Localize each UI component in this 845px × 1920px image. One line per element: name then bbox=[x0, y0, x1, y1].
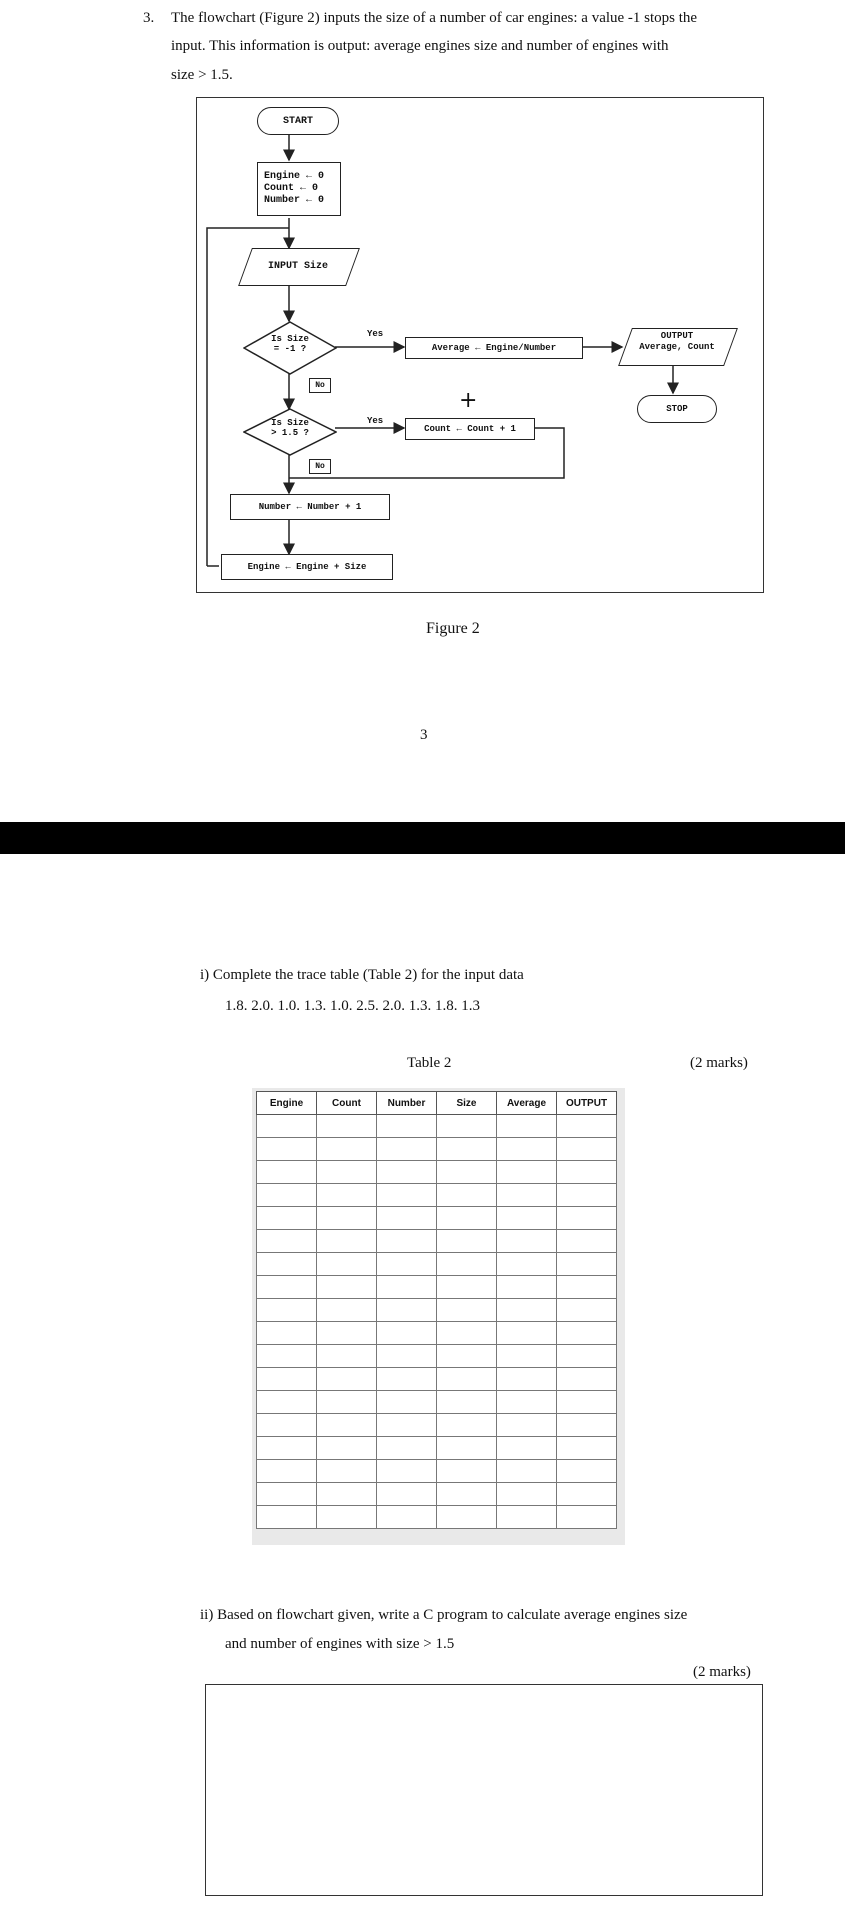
decision1-yes-label: Yes bbox=[367, 329, 384, 339]
table-cell[interactable] bbox=[317, 1322, 377, 1345]
table-cell[interactable] bbox=[317, 1230, 377, 1253]
question-line-2: input. This information is output: average engines size and number of engines with bbox=[171, 38, 669, 54]
trace-table-container bbox=[252, 1088, 625, 1545]
table-cell[interactable] bbox=[437, 1161, 497, 1184]
table-cell[interactable] bbox=[377, 1299, 437, 1322]
table-cell[interactable] bbox=[377, 1460, 437, 1483]
start-label: START bbox=[282, 115, 313, 127]
table-cell[interactable] bbox=[257, 1437, 317, 1460]
col-number: Number bbox=[377, 1092, 437, 1115]
table-cell[interactable] bbox=[497, 1161, 557, 1184]
decision2-line2: > 1.5 ? bbox=[271, 428, 309, 438]
decision2-line1: Is Size bbox=[271, 418, 309, 428]
table-row bbox=[257, 1460, 617, 1483]
table-cell[interactable] bbox=[437, 1253, 497, 1276]
table-cell[interactable] bbox=[497, 1230, 557, 1253]
decision2-yes-label: Yes bbox=[367, 416, 384, 426]
table-cell[interactable] bbox=[497, 1184, 557, 1207]
decision2-text bbox=[243, 418, 337, 438]
table-cell[interactable] bbox=[437, 1322, 497, 1345]
table-cell[interactable] bbox=[377, 1322, 437, 1345]
init-process-box bbox=[257, 162, 341, 216]
table-cell[interactable] bbox=[257, 1161, 317, 1184]
table-cell[interactable] bbox=[497, 1483, 557, 1506]
part-i-input-data: 1.8. 2.0. 1.0. 1.3. 1.0. 2.5. 2.0. 1.3. 1.8. 1.3 bbox=[225, 998, 480, 1014]
table-cell[interactable] bbox=[437, 1414, 497, 1437]
table-cell[interactable] bbox=[377, 1506, 437, 1529]
table-row bbox=[257, 1437, 617, 1460]
table-cell[interactable] bbox=[257, 1299, 317, 1322]
table-cell[interactable] bbox=[497, 1138, 557, 1161]
table-cell[interactable] bbox=[437, 1368, 497, 1391]
table-cell[interactable] bbox=[257, 1506, 317, 1529]
table-cell[interactable] bbox=[257, 1184, 317, 1207]
table-row bbox=[257, 1414, 617, 1437]
table-cell[interactable] bbox=[257, 1460, 317, 1483]
table-cell[interactable] bbox=[557, 1414, 617, 1437]
table-cell[interactable] bbox=[557, 1299, 617, 1322]
decision1-no-label: No bbox=[309, 378, 331, 393]
table-cell[interactable] bbox=[497, 1506, 557, 1529]
output-line2: Average, Count bbox=[639, 342, 715, 352]
table-cell[interactable] bbox=[377, 1230, 437, 1253]
number-process-box: Number ← Number + 1 bbox=[230, 494, 390, 520]
table-cell[interactable] bbox=[557, 1391, 617, 1414]
table-cell[interactable] bbox=[377, 1345, 437, 1368]
table-row bbox=[257, 1345, 617, 1368]
table-cell[interactable] bbox=[377, 1391, 437, 1414]
start-terminal bbox=[257, 107, 339, 135]
table-cell[interactable] bbox=[497, 1414, 557, 1437]
table-row bbox=[257, 1368, 617, 1391]
question-line-1: The flowchart (Figure 2) inputs the size of a number of car engines: a value -1 stops the bbox=[171, 10, 698, 26]
table-cell[interactable] bbox=[557, 1460, 617, 1483]
part-ii-marks: (2 marks) bbox=[693, 1664, 751, 1680]
table-row bbox=[257, 1161, 617, 1184]
table-row bbox=[257, 1115, 617, 1138]
table-row bbox=[257, 1253, 617, 1276]
count-process-box: Count ← Count + 1 bbox=[405, 418, 535, 440]
table-row bbox=[257, 1506, 617, 1529]
table-cell[interactable] bbox=[317, 1414, 377, 1437]
plus-mark: + bbox=[459, 388, 478, 413]
table-cell[interactable] bbox=[437, 1345, 497, 1368]
table-cell[interactable] bbox=[317, 1483, 377, 1506]
page-divider-band bbox=[0, 822, 845, 854]
table-cell[interactable] bbox=[377, 1138, 437, 1161]
table-cell[interactable] bbox=[557, 1115, 617, 1138]
table-cell[interactable] bbox=[377, 1115, 437, 1138]
question-number: 3. bbox=[143, 10, 155, 26]
table-cell[interactable] bbox=[557, 1230, 617, 1253]
trace-table bbox=[256, 1091, 617, 1529]
table-cell[interactable] bbox=[377, 1414, 437, 1437]
table-cell[interactable] bbox=[377, 1207, 437, 1230]
answer-box[interactable] bbox=[205, 1684, 763, 1896]
table-cell[interactable] bbox=[437, 1391, 497, 1414]
table-cell[interactable] bbox=[437, 1483, 497, 1506]
table-cell[interactable] bbox=[257, 1368, 317, 1391]
table-row bbox=[257, 1483, 617, 1506]
table-row bbox=[257, 1322, 617, 1345]
table-cell[interactable] bbox=[257, 1207, 317, 1230]
table-caption: Table 2 bbox=[407, 1055, 452, 1071]
table-cell[interactable] bbox=[257, 1115, 317, 1138]
table-cell[interactable] bbox=[557, 1253, 617, 1276]
table-cell[interactable] bbox=[557, 1506, 617, 1529]
table-cell[interactable] bbox=[377, 1437, 437, 1460]
table-cell[interactable] bbox=[497, 1391, 557, 1414]
decision1-text bbox=[243, 334, 337, 354]
table-row bbox=[257, 1138, 617, 1161]
table-cell[interactable] bbox=[497, 1460, 557, 1483]
table-cell[interactable] bbox=[377, 1184, 437, 1207]
table-cell[interactable] bbox=[437, 1138, 497, 1161]
table-cell[interactable] bbox=[377, 1253, 437, 1276]
decision2-no-label: No bbox=[309, 459, 331, 474]
trace-table-header-row bbox=[257, 1092, 617, 1115]
table-cell[interactable] bbox=[257, 1345, 317, 1368]
table-cell[interactable] bbox=[437, 1299, 497, 1322]
table-cell[interactable] bbox=[377, 1483, 437, 1506]
question-line-3: size > 1.5. bbox=[171, 67, 233, 83]
table-cell[interactable] bbox=[497, 1276, 557, 1299]
table-cell[interactable] bbox=[437, 1460, 497, 1483]
init-engine: Engine ← 0 bbox=[264, 171, 325, 182]
table-cell[interactable] bbox=[557, 1483, 617, 1506]
table-cell[interactable] bbox=[377, 1276, 437, 1299]
col-engine: Engine bbox=[257, 1092, 317, 1115]
table-cell[interactable] bbox=[557, 1207, 617, 1230]
table-cell[interactable] bbox=[257, 1276, 317, 1299]
part-ii-line2: and number of engines with size > 1.5 bbox=[225, 1636, 455, 1652]
table-cell[interactable] bbox=[437, 1184, 497, 1207]
stop-terminal: STOP bbox=[637, 395, 717, 423]
table-cell[interactable] bbox=[317, 1299, 377, 1322]
table-cell[interactable] bbox=[437, 1230, 497, 1253]
col-size: Size bbox=[437, 1092, 497, 1115]
table-cell[interactable] bbox=[317, 1437, 377, 1460]
input-label: INPUT Size bbox=[267, 260, 328, 272]
table-cell[interactable] bbox=[257, 1322, 317, 1345]
part-i-marks: (2 marks) bbox=[690, 1055, 748, 1071]
table-cell[interactable] bbox=[317, 1184, 377, 1207]
table-cell[interactable] bbox=[557, 1161, 617, 1184]
table-cell[interactable] bbox=[497, 1207, 557, 1230]
figure-caption: Figure 2 bbox=[426, 620, 480, 637]
table-cell[interactable] bbox=[317, 1368, 377, 1391]
output-text bbox=[625, 331, 729, 353]
table-cell[interactable] bbox=[317, 1506, 377, 1529]
table-cell[interactable] bbox=[557, 1322, 617, 1345]
table-cell[interactable] bbox=[257, 1483, 317, 1506]
table-cell[interactable] bbox=[437, 1276, 497, 1299]
decision1-line1: Is Size bbox=[271, 334, 309, 344]
table-cell[interactable] bbox=[557, 1368, 617, 1391]
output-line1: OUTPUT bbox=[660, 331, 694, 341]
table-cell[interactable] bbox=[317, 1253, 377, 1276]
table-cell[interactable] bbox=[317, 1391, 377, 1414]
table-cell[interactable] bbox=[557, 1437, 617, 1460]
table-cell[interactable] bbox=[317, 1345, 377, 1368]
table-cell[interactable] bbox=[317, 1460, 377, 1483]
table-cell[interactable] bbox=[317, 1207, 377, 1230]
table-cell[interactable] bbox=[317, 1161, 377, 1184]
table-cell[interactable] bbox=[557, 1276, 617, 1299]
table-cell[interactable] bbox=[317, 1115, 377, 1138]
table-cell[interactable] bbox=[497, 1253, 557, 1276]
table-cell[interactable] bbox=[497, 1345, 557, 1368]
table-row bbox=[257, 1207, 617, 1230]
table-cell[interactable] bbox=[257, 1414, 317, 1437]
table-cell[interactable] bbox=[497, 1299, 557, 1322]
init-number: Number ← 0 bbox=[264, 195, 325, 206]
col-output: OUTPUT bbox=[557, 1092, 617, 1115]
col-average: Average bbox=[497, 1092, 557, 1115]
engine-process-box: Engine ← Engine + Size bbox=[221, 554, 393, 580]
table-cell[interactable] bbox=[317, 1276, 377, 1299]
table-cell[interactable] bbox=[497, 1437, 557, 1460]
part-ii-line1: ii) Based on flowchart given, write a C program to calculate average engines size bbox=[200, 1607, 688, 1623]
table-cell[interactable] bbox=[257, 1138, 317, 1161]
table-row bbox=[257, 1391, 617, 1414]
page-number: 3 bbox=[420, 727, 428, 743]
decision1-line2: = -1 ? bbox=[273, 344, 307, 354]
table-cell[interactable] bbox=[557, 1184, 617, 1207]
table-row bbox=[257, 1299, 617, 1322]
init-count: Count ← 0 bbox=[264, 183, 319, 194]
table-cell[interactable] bbox=[497, 1368, 557, 1391]
average-process-box: Average ← Engine/Number bbox=[405, 337, 583, 359]
table-cell[interactable] bbox=[437, 1207, 497, 1230]
table-cell[interactable] bbox=[257, 1230, 317, 1253]
table-row bbox=[257, 1230, 617, 1253]
table-cell[interactable] bbox=[317, 1138, 377, 1161]
table-cell[interactable] bbox=[497, 1322, 557, 1345]
table-cell[interactable] bbox=[437, 1437, 497, 1460]
table-cell[interactable] bbox=[257, 1391, 317, 1414]
col-count: Count bbox=[317, 1092, 377, 1115]
part-i-label: i) Complete the trace table (Table 2) for the input data bbox=[200, 967, 524, 983]
table-row bbox=[257, 1276, 617, 1299]
flowchart-figure bbox=[196, 97, 764, 593]
table-cell[interactable] bbox=[557, 1345, 617, 1368]
table-cell[interactable] bbox=[497, 1115, 557, 1138]
table-cell[interactable] bbox=[257, 1253, 317, 1276]
table-cell[interactable] bbox=[437, 1506, 497, 1529]
table-cell[interactable] bbox=[437, 1115, 497, 1138]
table-cell[interactable] bbox=[557, 1138, 617, 1161]
table-cell[interactable] bbox=[377, 1161, 437, 1184]
table-cell[interactable] bbox=[377, 1368, 437, 1391]
table-row bbox=[257, 1184, 617, 1207]
